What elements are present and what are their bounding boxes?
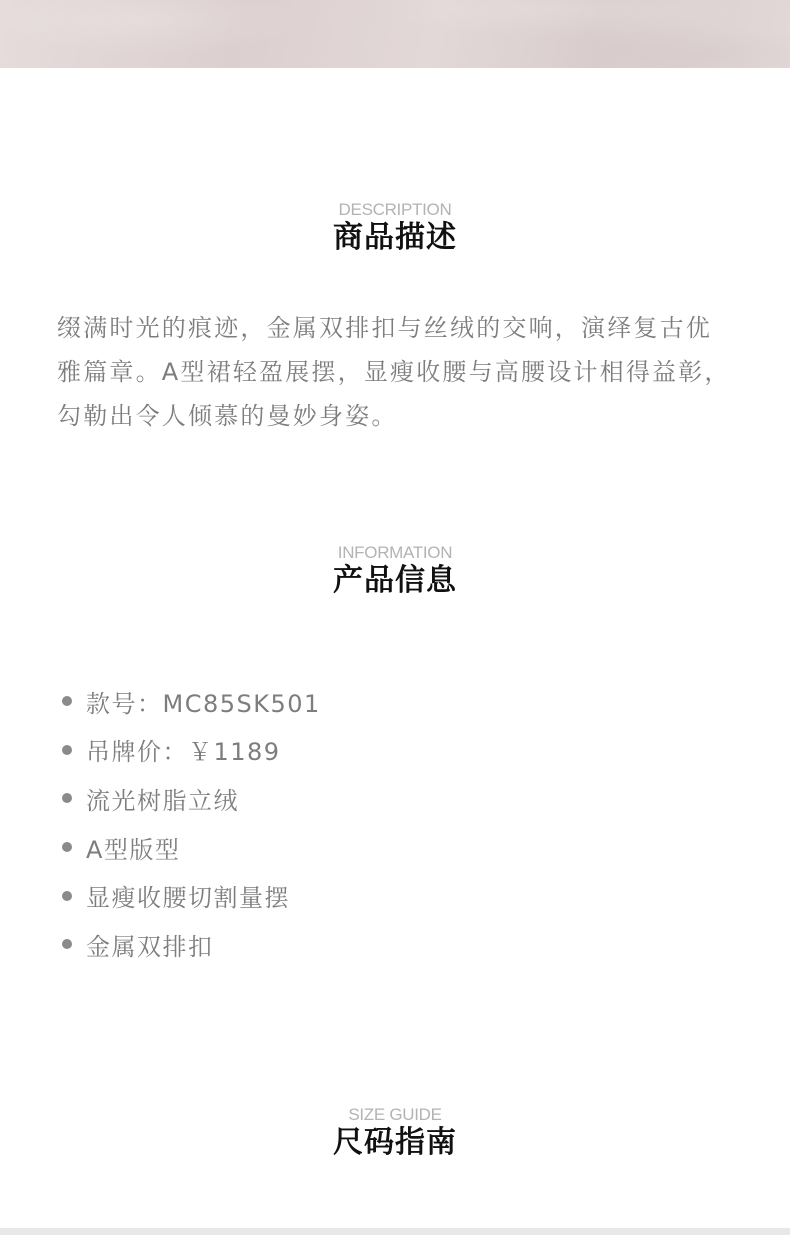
- bullet-icon: [62, 842, 72, 852]
- description-heading: [0, 200, 790, 256]
- bullet-icon: [62, 793, 72, 803]
- list-item: [57, 774, 321, 823]
- bullet-icon: [62, 745, 72, 755]
- bullet-icon: [62, 696, 72, 706]
- bullet-icon: [62, 939, 72, 949]
- info-text: 金属双排扣: [86, 932, 214, 961]
- info-text: A型版型: [86, 835, 181, 864]
- section-title: 商品描述: [333, 220, 457, 255]
- section-subtitle: INFORMATION: [337, 543, 453, 562]
- bullet-icon: [62, 891, 72, 901]
- product-description: 缀满时光的痕迹，金属双排扣与丝绒的交响，演绎复古优雅篇章。A型裙轻盈展摆，显瘦收腰与高腰设计相得益彰，勾勒出令人倾慕的曼妙身姿。: [57, 314, 731, 430]
- section-subtitle: DESCRIPTION: [338, 200, 452, 219]
- list-item: [57, 677, 321, 726]
- section-title: 产品信息: [333, 563, 457, 598]
- list-item: [57, 920, 321, 969]
- section-subtitle: SIZE GUIDE: [348, 1105, 442, 1124]
- size-guide-heading: [0, 1105, 790, 1161]
- info-text: 款号：MC85SK501: [86, 689, 321, 718]
- next-section-edge: [0, 1228, 790, 1235]
- section-title: 尺码指南: [333, 1125, 457, 1160]
- info-text: 流光树脂立绒: [86, 786, 239, 815]
- list-item: [57, 871, 321, 920]
- product-info-list: [57, 677, 321, 969]
- info-text: 显瘦收腰切割量摆: [86, 884, 290, 913]
- information-heading: [0, 543, 790, 599]
- list-item: [57, 726, 321, 775]
- product-photo-crop: [0, 0, 790, 68]
- info-text: 吊牌价：￥1189: [86, 738, 281, 767]
- list-item: [57, 823, 321, 872]
